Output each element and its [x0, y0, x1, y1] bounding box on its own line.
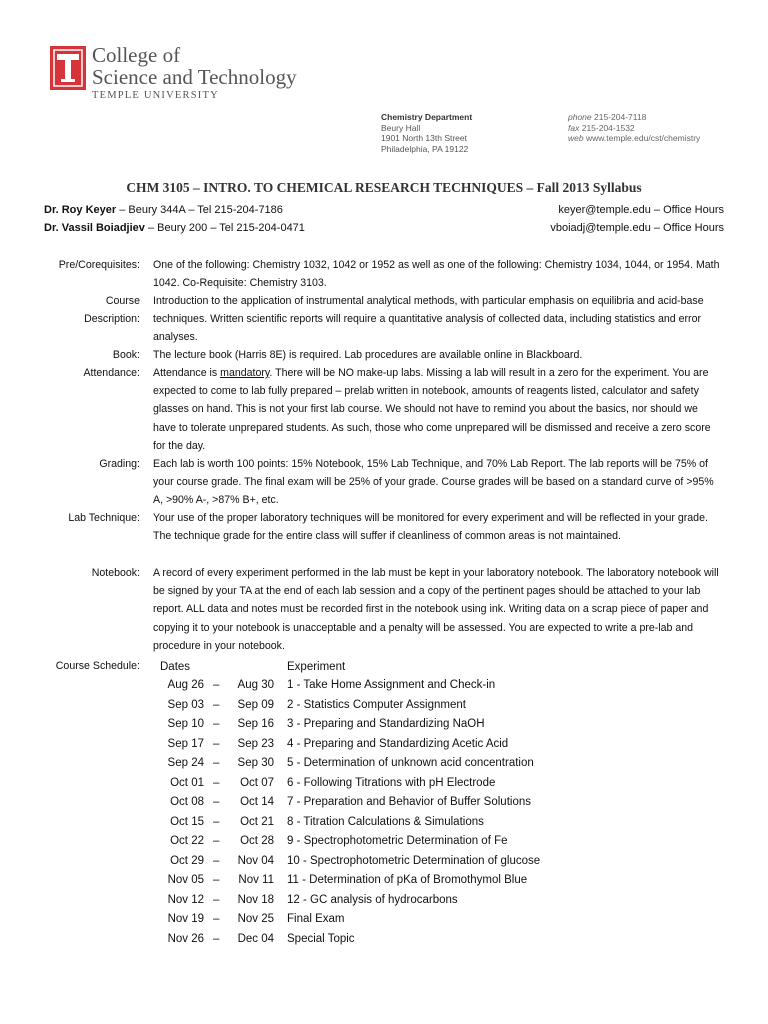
- schedule-experiment: Special Topic: [287, 932, 355, 945]
- temple-t-logo-icon: [50, 46, 86, 90]
- fax-number: 215-204-1532: [581, 122, 635, 133]
- college-logo: [50, 44, 350, 104]
- schedule-row: [0, 777, 768, 797]
- section-label: Attendance:: [83, 367, 140, 379]
- schedule-row: [0, 874, 768, 894]
- schedule-experiment: 7 - Preparation and Behavior of Buffer Solutions: [287, 796, 531, 808]
- date-range-dash: –: [213, 854, 220, 867]
- date-range-dash: –: [213, 737, 220, 750]
- schedule-row: [0, 835, 768, 855]
- address-line: Beury Hall: [381, 122, 421, 133]
- date-range-dash: –: [213, 718, 220, 730]
- schedule-start-date: Aug 26: [167, 679, 204, 691]
- schedule-row: [0, 816, 768, 836]
- schedule-start-date: Oct 15: [170, 815, 204, 828]
- contact-key: phone: [568, 112, 592, 122]
- schedule-experiment: 9 - Spectrophotometric Determination of Fe: [287, 835, 508, 847]
- schedule-start-date: Sep 17: [167, 737, 204, 750]
- schedule-row: [0, 738, 768, 758]
- schedule-end-date: Oct 21: [240, 815, 274, 828]
- phone-number: 215-204-7118: [594, 112, 647, 122]
- schedule-experiment: Final Exam: [287, 913, 345, 925]
- schedule-end-date: Oct 14: [240, 796, 274, 808]
- date-range-dash: –: [213, 757, 220, 769]
- date-range-dash: –: [213, 835, 220, 847]
- schedule-start-date: Oct 22: [170, 835, 204, 847]
- schedule-end-date: Dec 04: [237, 932, 274, 945]
- schedule-end-date: Sep 23: [237, 737, 274, 750]
- department-contact: [568, 112, 700, 144]
- section-body: One of the following: Chemistry 1032, 1042 or 1952 as well as one of the following: Chemistry 1034, 1044, or 1954. Math 1042. Co-Requisite: Chemistry 3103.: [153, 259, 720, 290]
- schedule-start-date: Oct 08: [170, 796, 204, 808]
- schedule-end-date: Sep 30: [237, 757, 274, 769]
- schedule-header-dates: Dates: [160, 661, 191, 673]
- schedule-row: [0, 679, 768, 699]
- schedule-experiment: 4 - Preparing and Standardizing Acetic Acid: [287, 737, 509, 750]
- schedule-start-date: Nov 12: [167, 893, 204, 906]
- schedule-end-date: Nov 11: [238, 874, 274, 886]
- schedule-experiment: 12 - GC analysis of hydrocarbons: [287, 893, 458, 906]
- schedule-start-date: Sep 03: [167, 698, 204, 711]
- schedule-row: [0, 855, 768, 875]
- schedule-start-date: Nov 26: [167, 932, 204, 945]
- section-label: Lab Technique:: [68, 512, 140, 524]
- logo-line-3: TEMPLE UNIVERSITY: [92, 90, 219, 101]
- schedule-row: [0, 933, 768, 953]
- schedule-row: [0, 913, 768, 933]
- department-name: Chemistry Department: [381, 112, 473, 122]
- schedule-header-experiment: Experiment: [287, 661, 346, 673]
- syllabus-title: CHM 3105 – INTRO. TO CHEMICAL RESEARCH TECHNIQUES – Fall 2013 Syllabus: [126, 180, 642, 195]
- instructor-details: – Beury 200 – Tel 215-204-0471: [144, 222, 305, 234]
- schedule-experiment: 11 - Determination of pKa of Bromothymol Blue: [287, 874, 528, 886]
- attendance-pre: Attendance is: [153, 367, 221, 379]
- schedule-end-date: Aug 30: [237, 679, 274, 691]
- schedule-experiment: 6 - Following Titrations with pH Electrode: [287, 776, 496, 789]
- attendance-text: . There will be NO make-up labs. Missing a lab will result in a zero for the experiment. You are expected to come to lab fully prepared – prelab written in notebook, amounts of reagents listed, calculator and safety glasses on hand. This is not your first lab course. We should not have to remind you about the basics, nor should we have to tolerate unprepared students. As such, those who come unprepared will be dismissed and receive a zero score for the day.: [153, 367, 711, 452]
- logo-line-2: Science and Technology: [92, 65, 297, 89]
- date-range-dash: –: [213, 679, 220, 691]
- date-range-dash: –: [213, 874, 220, 886]
- date-range-dash: –: [213, 893, 220, 906]
- schedule-end-date: Nov 18: [237, 893, 274, 906]
- schedule-end-date: Nov 25: [237, 913, 274, 925]
- schedule-end-date: Oct 07: [240, 776, 274, 789]
- section-label: Book:: [112, 349, 140, 361]
- schedule-start-date: Oct 01: [170, 776, 204, 789]
- schedule-label: Course Schedule:: [55, 660, 140, 672]
- label-line: Course: [105, 295, 140, 307]
- schedule-experiment: 5 - Determination of unknown acid concentration: [287, 757, 534, 769]
- schedule-row: [0, 699, 768, 719]
- schedule-start-date: Sep 10: [167, 718, 204, 730]
- contact-key: fax: [568, 122, 580, 133]
- date-range-dash: –: [213, 698, 220, 711]
- instructor-contact[interactable]: vboiadj@temple.edu – Office Hours: [550, 222, 724, 234]
- date-range-dash: –: [213, 913, 220, 925]
- label-line: Description:: [84, 313, 140, 326]
- web-link[interactable]: www.temple.edu/cst/chemistry: [585, 133, 701, 143]
- schedule-row: [0, 757, 768, 777]
- schedule-experiment: 8 - Titration Calculations & Simulations: [287, 815, 484, 828]
- date-range-dash: –: [213, 796, 220, 808]
- schedule-experiment: 1 - Take Home Assignment and Check-in: [287, 679, 496, 691]
- schedule-start-date: Nov 19: [167, 913, 204, 925]
- instructor-details: – Beury 344A – Tel 215-204-7186: [116, 204, 283, 216]
- attendance-emphasis: mandatory: [220, 367, 270, 379]
- section-body: Each lab is worth 100 points: 15% Notebook, 15% Lab Technique, and 70% Lab Report. The lab reports will be 75% of your course grade. The final exam will be 25% of your grade. Course grades will be based on a standard curve of >95% A, >90% A-, >87% B+, etc.: [153, 458, 714, 507]
- address-line: 1901 North 13th Street: [381, 133, 468, 143]
- instructor-contact[interactable]: keyer@temple.edu – Office Hours: [558, 204, 724, 216]
- section-label: [30, 292, 140, 328]
- section-body: [153, 364, 721, 455]
- schedule-experiment: 3 - Preparing and Standardizing NaOH: [287, 718, 485, 730]
- instructor-name: Dr. Vassil Boiadjiev: [44, 222, 145, 234]
- instructor-name: Dr. Roy Keyer: [44, 204, 117, 216]
- section-body: Your use of the proper laboratory techniques will be monitored for every experiment and will be reflected in your grade. The technique grade for the entire class will suffer if cleanliness of common areas is not maintained.: [153, 512, 708, 543]
- contact-key: web: [568, 133, 584, 143]
- section-label: Pre/Corequisites:: [58, 259, 140, 271]
- section-body: The lecture book (Harris 8E) is required. Lab procedures are available online in Blackboard.: [153, 349, 583, 361]
- date-range-dash: –: [213, 815, 220, 828]
- date-range-dash: –: [213, 776, 220, 789]
- schedule-end-date: Sep 09: [237, 698, 274, 711]
- schedule-end-date: Nov 04: [237, 854, 274, 867]
- department-address: [381, 112, 472, 154]
- date-range-dash: –: [213, 932, 220, 945]
- schedule-start-date: Oct 29: [170, 854, 204, 867]
- schedule-start-date: Sep 24: [167, 757, 204, 769]
- schedule-row: [0, 894, 768, 914]
- schedule-end-date: Oct 28: [240, 835, 274, 847]
- section-body: Introduction to the application of instrumental analytical methods, with particular emphasis on equilibria and acid-base techniques. Written scientific reports will require a quantitative analysis of collected data, including statistics and error analyses.: [153, 295, 704, 344]
- schedule-start-date: Nov 05: [167, 874, 204, 886]
- schedule-experiment: 10 - Spectrophotometric Determination of glucose: [287, 854, 541, 867]
- schedule-row: [0, 718, 768, 738]
- section-body: A record of every experiment performed in the lab must be kept in your laboratory notebook. The laboratory notebook will be signed by your TA at the end of each lab session and a copy of the pertinent pages should be attached to your lab report. ALL data and notes must be recorded first in the notebook using ink. Writing data on a scrap piece of paper and copying it to your notebook is unacceptable and a penalty will be assessed. You are expected to write a pre-lab and procedure in your notebook.: [153, 567, 719, 652]
- logo-line-1: College of: [92, 43, 181, 67]
- schedule-row: [0, 796, 768, 816]
- schedule-end-date: Sep 16: [237, 718, 274, 730]
- section-label: Notebook:: [91, 567, 140, 579]
- section-label: Grading:: [99, 458, 140, 470]
- schedule-experiment: 2 - Statistics Computer Assignment: [287, 698, 466, 711]
- address-line: Philadelphia, PA 19122: [381, 143, 469, 154]
